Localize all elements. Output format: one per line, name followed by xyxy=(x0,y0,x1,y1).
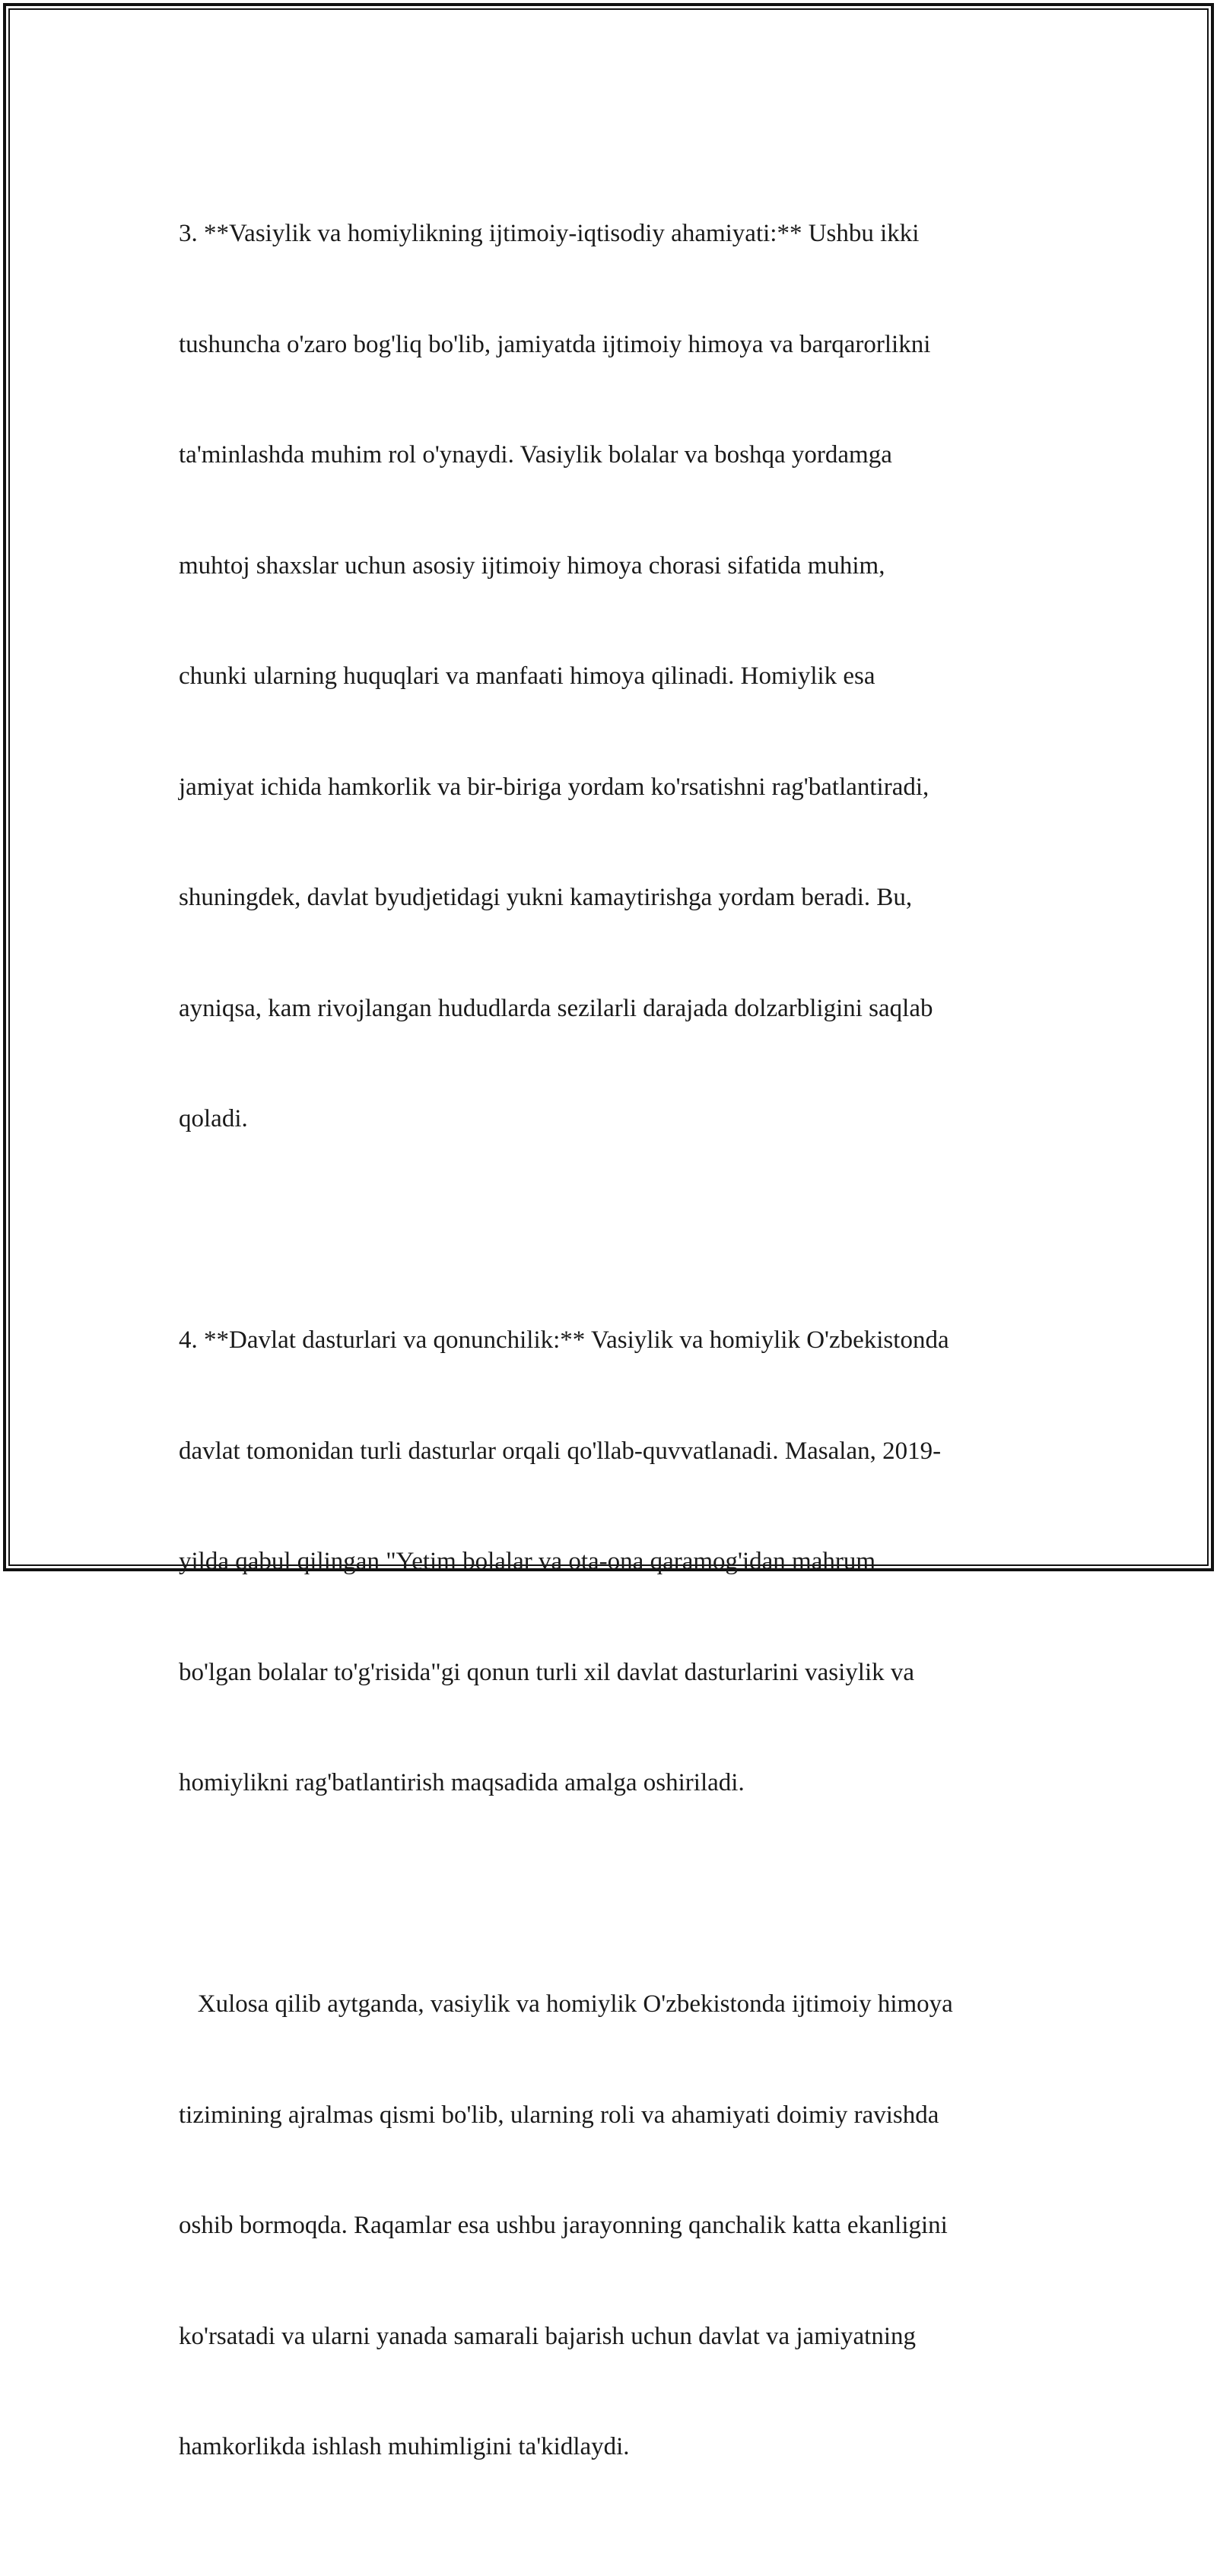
text-line: tizimining ajralmas qismi bo'lib, ularning roli va ahamiyati doimiy ravishda xyxy=(179,2101,939,2129)
paragraph-conclusion xyxy=(179,1912,1053,2539)
text-line: muhtoj shaxslar uchun asosiy ijtimoiy himoya chorasi sifatida muhim, xyxy=(179,551,885,580)
text-line: ta'minlashda muhim rol o'ynaydi. Vasiylik bolalar va boshqa yordamga xyxy=(179,441,892,469)
text-line: tushuncha o'zaro bog'liq bo'lib, jamiyatda ijtimoiy himoya va barqarorlikni xyxy=(179,330,931,358)
text-line: ko'rsatadi va ularni yanada samarali bajarish uchun davlat va jamiyatning xyxy=(179,2322,917,2350)
text-line: oshib bormoqda. Raqamlar esa ushbu jarayonning qanchalik katta ekanligini xyxy=(179,2212,948,2239)
text-line: davlat tomonidan turli dasturlar orqali qo'llab-quvvatlanadi. Masalan, 2019- xyxy=(179,1437,942,1465)
text-line: Xulosa qilib aytganda, vasiylik va homiylik O'zbekistonda ijtimoiy himoya xyxy=(179,1990,953,2018)
paragraph-social-economic-importance xyxy=(179,141,1053,1212)
document-body xyxy=(179,141,1053,2576)
text-line: yilda qabul qilingan "Yetim bolalar va ota-ona qaramog'idan mahrum xyxy=(179,1548,876,1575)
text-line: qoladi. xyxy=(179,1105,248,1132)
text-line: 3. **Vasiylik va homiylikning ijtimoiy-iqtisodiy ahamiyati:** Ushbu ikki xyxy=(179,220,920,247)
text-line: shuningdek, davlat byudjetidagi yukni kamaytirishga yordam beradi. Bu, xyxy=(179,884,913,911)
text-line: jamiyat ichida hamkorlik va bir-biriga yordam ko'rsatishni rag'batlantiradi, xyxy=(179,773,929,801)
text-line: bo'lgan bolalar to'g'risida"gi qonun turli xil davlat dasturlarini vasiylik va xyxy=(179,1658,915,1686)
text-line: homiylikni rag'batlantirish maqsadida amalga oshiriladi. xyxy=(179,1769,745,1796)
text-line: hamkorlikda ishlash muhimligini ta'kidlaydi. xyxy=(179,2433,630,2460)
text-line: ayniqsa, kam rivojlangan hududlarda sezilarli darajada dolzarbligini saqlab xyxy=(179,994,933,1022)
text-line: chunki ularning huquqlari va manfaati himoya qilinadi. Homiylik esa xyxy=(179,662,875,690)
paragraph-state-programs xyxy=(179,1248,1053,1876)
text-line: 4. **Davlat dasturlari va qonunchilik:** Vasiylik va homiylik O'zbekistonda xyxy=(179,1326,949,1354)
